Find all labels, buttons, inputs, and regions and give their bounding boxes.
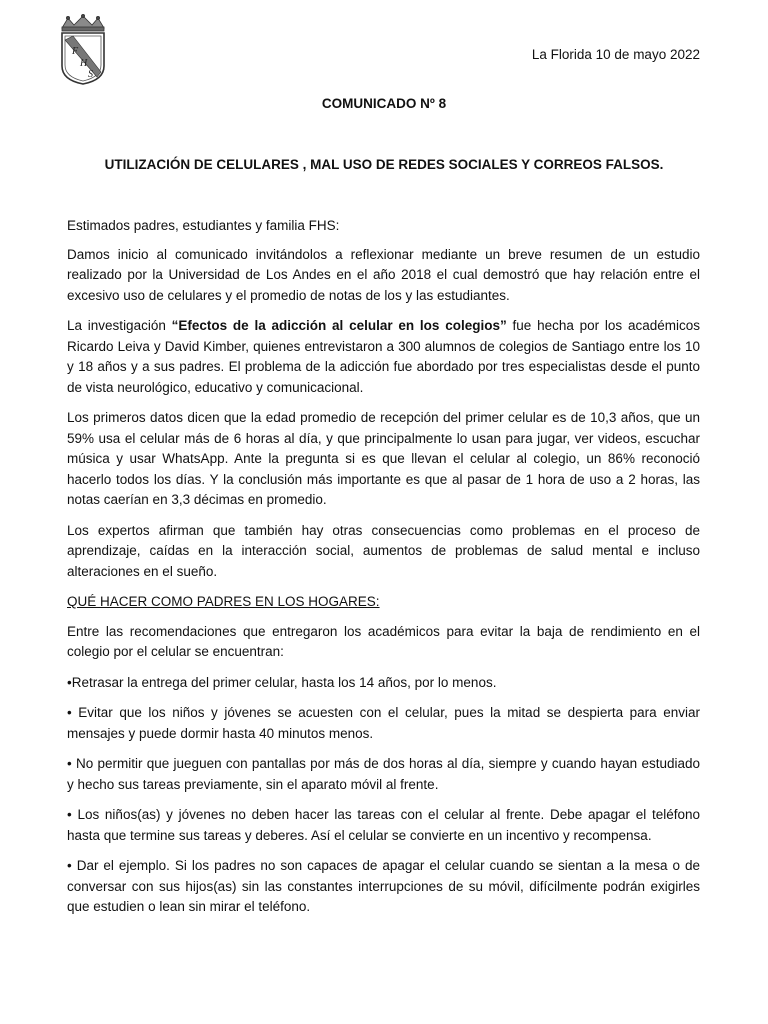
- paragraph-research: [67, 316, 700, 398]
- section-heading: QUÉ HACER COMO PADRES EN LOS HOGARES:: [67, 594, 380, 609]
- document-title: COMUNICADO Nº 8: [321, 96, 447, 111]
- research-suffix: fue hecha por los académicos Ricardo Leiva y David Kimber, quienes entrevistaron a 300 alumnos de colegios de Santiago entre los 10 y 18 años y a sus padres. El problema de la adicción fue abordado por tres especialistas desde el punto de vista neurológico, educativo y comunicacional.: [67, 318, 700, 395]
- bullet-item: • Dar el ejemplo. Si los padres no son capaces de apagar el celular cuando se sientan a la mesa o de conversar con sus hijos(as) sin las constantes interrupciones de su móvil, difícilmente podrán exigirles que estudien o lean sin mirar el teléfono.: [67, 858, 700, 914]
- research-title: “Efectos de la adicción al celular en los colegios”: [171, 318, 507, 333]
- svg-text:H: H: [80, 58, 88, 69]
- svg-text:S: S: [88, 69, 93, 80]
- paragraph-recommendations: Entre las recomendaciones que entregaron los académicos para evitar la baja de rendimiento en el colegio por el celular se encuentran:: [67, 623, 700, 659]
- paragraph-data: Los primeros datos dicen que la edad promedio de recepción del primer celular es de 10,3 años, que un 59% usa el celular más de 6 horas al día, y que principalmente lo usan para jugar, ver videos, escuchar música y usar WhatsApp. Ante la pregunta si es que llevan el celular al colegio, un 86% reconoció hacerlo todos los días. Y la conclusión más importante es que al pasar de 1 hora de uso a 2 horas, las notas caerían en 3,3 décimas en promedio.: [67, 410, 700, 507]
- document-body: [67, 216, 700, 928]
- document-subtitle: UTILIZACIÓN DE CELULARES , MAL USO DE REDES SOCIALES Y CORREOS FALSOS.: [104, 157, 664, 172]
- paragraph-consequences: Los expertos afirman que también hay otras consecuencias como problemas en el proceso de aprendizaje, caídas en la interacción social, aumentos de problemas de salud mental e incluso alteraciones en el sueño.: [67, 522, 700, 579]
- svg-text:F: F: [72, 46, 79, 57]
- bullet-item: • Los niños(as) y jóvenes no deben hacer las tareas con el celular al frente. Debe apagar el teléfono hasta que termine sus tareas y deberes. Así el celular se convierte en un incentivo y recompensa.: [67, 807, 700, 843]
- date-line: La Florida 10 de mayo 2022: [531, 47, 700, 62]
- school-crest-logo: [54, 14, 112, 86]
- paragraph-intro: Damos inicio al comunicado invitándolos a reflexionar mediante un breve resumen de un estudio realizado por la Universidad de Los Andes en el año 2018 el cual demostró que hay relación entre el excesivo uso de celulares y el promedio de notas de los y las estudiantes.: [67, 246, 700, 303]
- research-prefix: La investigación: [67, 318, 172, 333]
- salutation: Estimados padres, estudiantes y familia FHS:: [67, 218, 340, 233]
- bullet-item: • No permitir que jueguen con pantallas por más de dos horas al día, siempre y cuando hayan estudiado y hecho sus tareas previamente, sin el aparato móvil al frente.: [67, 756, 700, 792]
- bullet-item: •Retrasar la entrega del primer celular, hasta los 14 años, por lo menos.: [67, 674, 497, 690]
- bullet-item: • Evitar que los niños y jóvenes se acuesten con el celular, pues la mitad se despierta para enviar mensajes y puede dormir hasta 40 minutos menos.: [67, 705, 700, 741]
